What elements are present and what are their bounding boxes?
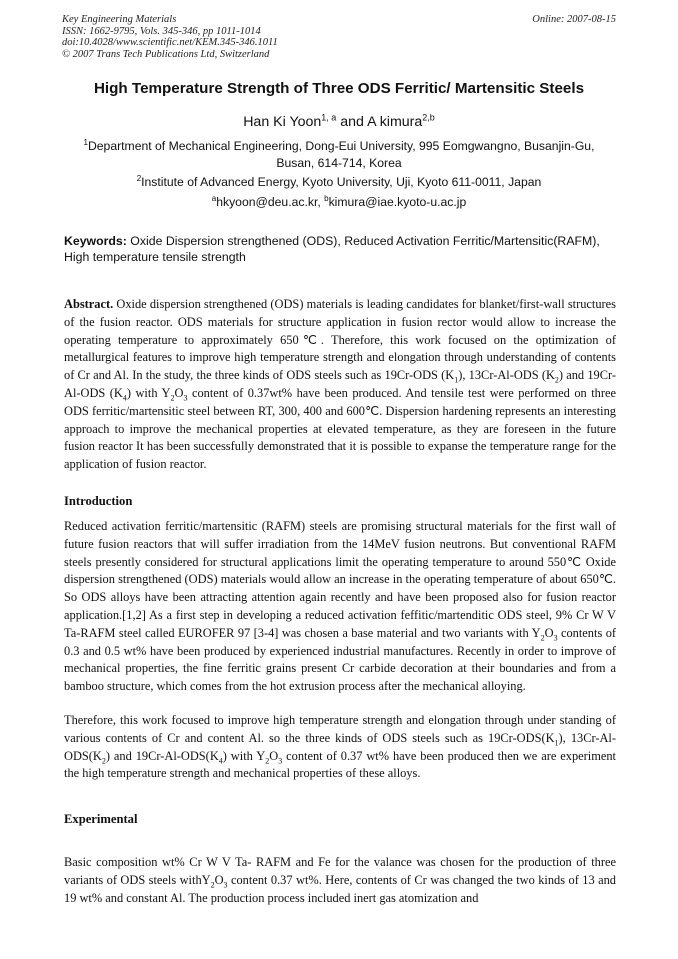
paper-title: High Temperature Strength of Three ODS Ferritic/ Martensitic Steels [93, 80, 585, 97]
keywords-text: Oxide Dispersion strengthened (ODS), Reduced Activation Ferritic/Martensitic(RAFM), High temperature tensile strength [64, 234, 600, 264]
online-date: Online: 2007-08-15 [532, 14, 616, 25]
email-b[interactable]: kimura@iae.kyoto-u.ac.jp [328, 195, 467, 209]
email-a-mark: a [211, 193, 217, 203]
journal-header [62, 14, 616, 60]
author-conjunction: and [336, 114, 368, 130]
intro-text: ) and 19Cr-Al-ODS(K [105, 748, 219, 763]
email-line [70, 194, 608, 211]
abstract-text: ), 13Cr-Al-ODS (K [458, 368, 555, 383]
abstract-text: Oxide dispersion strengthened (ODS) materials is leading candidates for blanket/first-wall structures of the fusion reactor. ODS materials for structure application in fusion rector would allow to increase the operating temperature to approximately 650℃. Therefore, this work focused on the optimization of metallurgical features to improve high temperature strength and elongation through understanding of contents of Cr and Al. In the study, the three kinds of ODS steels such as 19Cr-ODS (K [64, 297, 616, 383]
email-a[interactable]: hkyoon@deu.ac.kr, [216, 195, 325, 209]
subscript: 3 [183, 393, 188, 403]
subscript: 3 [223, 880, 228, 890]
intro-text: O [544, 625, 554, 640]
intro-text: content of 0.37 wt% have been produced then we are experiment the high temperature strength and mechanical properties of these alloys. [64, 748, 616, 781]
introduction-paragraph-1 [64, 518, 616, 696]
issn-line: ISSN: 1662-9795, Vols. 345-346, pp 1011-1014 [62, 25, 261, 37]
subscript: 1 [454, 375, 459, 385]
author-2-name: A kimura [367, 114, 423, 130]
abstract-text: ) and 19Cr-Al-ODS (K [64, 368, 616, 400]
experimental-text: Basic composition wt% Cr W V Ta- RAFM and Fe for the valance was chosen for the production of three variants of ODS steels withY [64, 855, 616, 887]
experimental-text: content 0.37 wt%. Here, contents of Cr was changed the two kinds of 13 and 19 wt% and constant Al. The production process included inert gas atomization and [64, 872, 616, 905]
author-2-mark: 2,b [422, 112, 435, 123]
subscript: 3 [278, 756, 283, 766]
experimental-paragraph [64, 854, 616, 907]
subscript: 2 [101, 756, 106, 766]
subscript: 1 [554, 738, 559, 748]
intro-text: O [269, 748, 279, 763]
journal-name: Key Engineering Materials [62, 14, 177, 25]
affiliation-2-text: Institute of Advanced Energy, Kyoto University, Uji, Kyoto 611-0011, Japan [141, 175, 542, 189]
abstract-paragraph [64, 296, 616, 474]
keywords-block [64, 234, 616, 265]
subscript: 2 [554, 375, 559, 385]
subscript: 2 [170, 393, 175, 403]
copyright-line: © 2007 Trans Tech Publications Ltd, Switzerland [62, 48, 270, 60]
subscript: 2 [540, 633, 545, 643]
author-1-name: Han Ki Yoon [243, 114, 322, 130]
affiliation-1-mark: 1 [83, 137, 88, 147]
affiliation-2 [70, 174, 608, 191]
abstract-text: O [174, 385, 184, 400]
subscript: 2 [210, 880, 215, 890]
experimental-heading: Experimental [64, 812, 138, 826]
intro-text: Therefore, this work focused to improve high temperature strength and elongation through under standing of various contents of Cr and content Al. so the three kinds of ODS steels such as 19Cr-ODS(K [64, 713, 616, 745]
intro-text: contents of 0.3 and 0.5 wt% have been produced by experienced industrial manufactures. Recently in order to improve of mechanical properties, the fine ferritic grains present Cr carbide decoration at their boundaries and from a bamboo structure, which comes from the hot extrusion process after the mechanical alloying. [64, 625, 617, 694]
abstract-text: content of 0.37wt% have been produced. And tensile test were performed on three ODS ferritic/martensitic steel between RT, 300, 400 and 600℃. Dispersion hardening represents an interesting approach to improve the mechanical properties at elevated temperature, as they are foreseen in the future fusion reactor It has been successfully demonstrated that it is possible to expanse the temperature range for the application of fusion reactor. [64, 385, 616, 472]
subscript: 2 [265, 756, 270, 766]
introduction-heading: Introduction [64, 494, 133, 508]
affiliation-1 [70, 138, 608, 171]
affiliation-2-mark: 2 [136, 173, 142, 183]
intro-text: ) with Y [222, 748, 266, 763]
subscript: 4 [218, 756, 223, 766]
doi-line: doi:10.4028/www.scientific.net/KEM.345-346.1011 [62, 37, 278, 49]
intro-text: ), 13Cr-Al-ODS(K [64, 730, 617, 763]
subscript: 4 [122, 393, 127, 403]
intro-text: Reduced activation ferritic/martensitic (RAFM) steels are promising structural materials for the first wall of future fusion reactors that will suffer irradiation from the 14MeV fusion neutrons. But conventional RAFM steels presently considered for structural applications limit the operating temperature to around 550℃ Oxide dispersion strengthened (ODS) materials would allow an increase in the operating temperature of about 650℃. So ODS alloys have been attracting attention again recently and have been proposed also for fusion reactor application.[1,2] As a first step in developing a reduced activation feffitic/martenditic ODS steel, 9% Cr W V Ta-RAFM steel called EUROFER 97 [3-4] was chosen a base material and two variants with Y [64, 519, 616, 640]
abstract-text: ) with Y [126, 385, 171, 400]
subscript: 3 [553, 633, 558, 643]
author-line [40, 114, 638, 130]
affiliation-1-text: Department of Mechanical Engineering, Dong-Eui University, 995 Eomgwangno, Busanjin-Gu, Busan, 614-714, Korea [87, 139, 595, 170]
author-1-mark: 1, a [321, 112, 337, 123]
introduction-paragraph-2 [64, 712, 616, 783]
keywords-label: Keywords: [64, 234, 127, 248]
experimental-text: O [214, 872, 224, 887]
abstract-label: Abstract. [64, 297, 114, 311]
email-b-mark: b [324, 193, 329, 203]
